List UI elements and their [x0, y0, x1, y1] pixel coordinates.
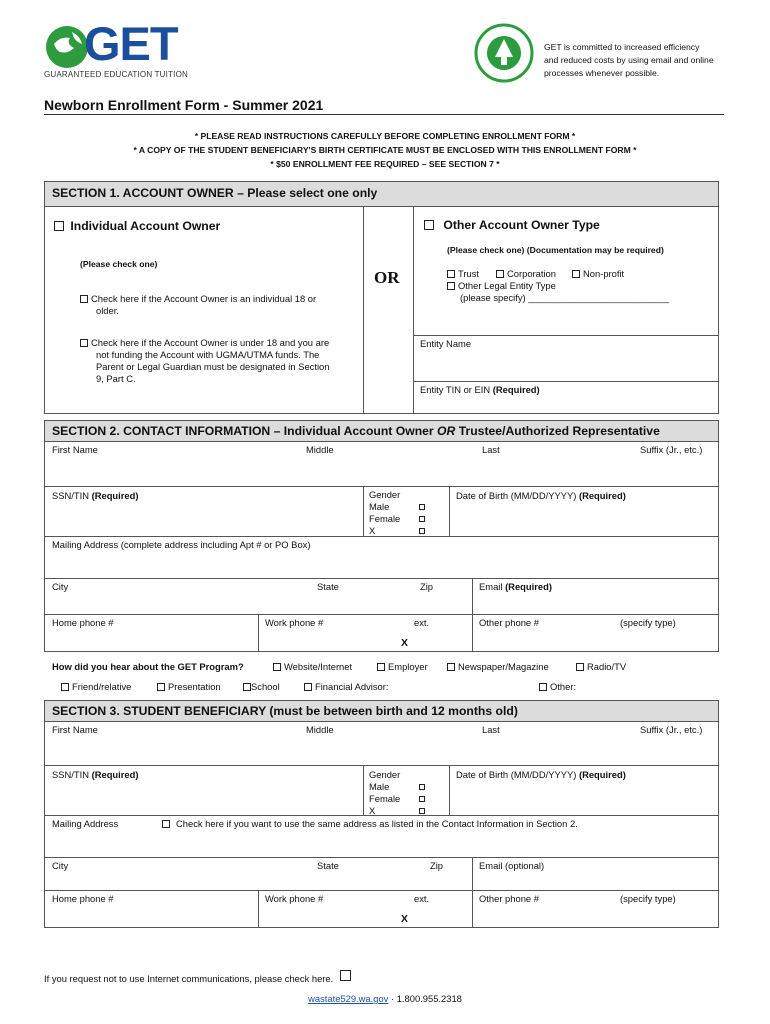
- heard-question: How did you hear about the GET Program?: [52, 661, 244, 672]
- s2-last[interactable]: Last: [482, 444, 500, 455]
- internet-optout[interactable]: If you request not to use Internet communications, please check here.: [44, 970, 354, 984]
- heard-employer[interactable]: Employer: [377, 661, 428, 672]
- s3-last[interactable]: Last: [482, 724, 500, 735]
- please-check-one: (Please check one): [80, 259, 158, 269]
- notice-3: * $50 ENROLLMENT FEE REQUIRED – SEE SECTION 7 *: [270, 159, 500, 169]
- or-label: OR: [374, 268, 400, 287]
- s2-female-checkbox[interactable]: [419, 516, 425, 522]
- get-logo: [44, 17, 194, 80]
- entity-name-field[interactable]: Entity Name: [420, 338, 472, 349]
- other-legal-checkbox[interactable]: [447, 282, 455, 290]
- logo-subtitle: GUARANTEED EDUCATION TUITION: [44, 70, 188, 79]
- website-checkbox[interactable]: [273, 663, 281, 671]
- s2-mailing-address[interactable]: Mailing Address (complete address including Apt # or PO Box): [52, 539, 311, 550]
- employer-checkbox[interactable]: [377, 663, 385, 671]
- other-owner-checkbox[interactable]: [424, 220, 434, 230]
- title-rule: [44, 114, 724, 115]
- s3-gender-label: Gender: [369, 769, 401, 780]
- s2-city[interactable]: City: [52, 581, 69, 592]
- s2-other-phone[interactable]: Other phone #: [479, 617, 539, 628]
- form-title: Newborn Enrollment Form - Summer 2021: [44, 97, 324, 113]
- other-legal-option[interactable]: Other Legal Entity Type: [447, 280, 556, 291]
- heard-friend[interactable]: Friend/relative: [61, 681, 131, 692]
- s2-x: X: [369, 525, 376, 536]
- corporation-option[interactable]: Corporation: [496, 268, 556, 279]
- s3-email[interactable]: Email (optional): [479, 860, 545, 871]
- s3-dob[interactable]: Date of Birth (MM/DD/YYYY) (Required): [456, 769, 626, 780]
- footer-contact: wastate529.wa.gov · 1.800.955.2318: [308, 993, 462, 1004]
- s3-same-address[interactable]: Check here if you want to use the same address as listed in the Contact Information in Section 2.: [162, 818, 578, 829]
- s2-zip[interactable]: Zip: [420, 581, 434, 592]
- section-2-title: SECTION 2. CONTACT INFORMATION – Individual Account Owner OR Trustee/Authorized Representative: [52, 424, 660, 438]
- school-checkbox[interactable]: [243, 683, 251, 691]
- s2-state[interactable]: State: [317, 581, 339, 592]
- heard-school[interactable]: School: [243, 681, 280, 692]
- website-link[interactable]: wastate529.wa.gov: [308, 993, 389, 1004]
- s3-male-checkbox[interactable]: [419, 784, 425, 790]
- s2-email[interactable]: Email (Required): [479, 581, 552, 592]
- s3-mailing-address[interactable]: Mailing Address: [52, 818, 119, 829]
- s3-ext[interactable]: ext.: [414, 893, 430, 904]
- s3-state[interactable]: State: [317, 860, 339, 871]
- s2-male: Male: [369, 501, 390, 512]
- s2-male-checkbox[interactable]: [419, 504, 425, 510]
- minor-owner-checkbox[interactable]: [80, 339, 88, 347]
- s3-home-phone[interactable]: Home phone #: [52, 893, 114, 904]
- s2-specify-type[interactable]: (specify type): [620, 617, 676, 628]
- notice-1: * PLEASE READ INSTRUCTIONS CAREFULLY BEFORE COMPLETING ENROLLMENT FORM *: [194, 131, 576, 141]
- s3-x: X: [369, 805, 376, 816]
- s3-ext-x: X: [401, 914, 408, 925]
- advisor-checkbox[interactable]: [304, 683, 312, 691]
- notice-2: * A COPY OF THE STUDENT BENEFICIARY'S BIRTH CERTIFICATE MUST BE ENCLOSED WITH THIS ENROLLMENT FORM *: [133, 145, 637, 155]
- radio-checkbox[interactable]: [576, 663, 584, 671]
- newspaper-checkbox[interactable]: [447, 663, 455, 671]
- friend-checkbox[interactable]: [61, 683, 69, 691]
- s2-suffix[interactable]: Suffix (Jr., etc.): [640, 444, 703, 455]
- s3-ssn[interactable]: SSN/TIN (Required): [52, 769, 139, 780]
- adult-owner-check[interactable]: Check here if the Account Owner is an individual 18 or: [80, 293, 316, 304]
- s3-female-checkbox[interactable]: [419, 796, 425, 802]
- other-owner-option[interactable]: Other Account Owner Type: [424, 218, 600, 232]
- s2-gender-label: Gender: [369, 489, 401, 500]
- s2-x-checkbox[interactable]: [419, 528, 425, 534]
- s3-x-checkbox[interactable]: [419, 808, 425, 814]
- phone-number: 1.800.955.2318: [396, 993, 462, 1004]
- s3-work-phone[interactable]: Work phone #: [265, 893, 324, 904]
- same-address-checkbox[interactable]: [162, 820, 170, 828]
- trust-option[interactable]: Trust: [447, 268, 479, 279]
- s3-zip[interactable]: Zip: [430, 860, 444, 871]
- s2-ext-x: X: [401, 638, 408, 649]
- section-3-title: SECTION 3. STUDENT BENEFICIARY (must be between birth and 12 months old): [52, 704, 518, 718]
- s2-middle[interactable]: Middle: [306, 444, 334, 455]
- s3-male: Male: [369, 781, 390, 792]
- heard-website[interactable]: Website/Internet: [273, 661, 352, 672]
- heard-presentation[interactable]: Presentation: [157, 681, 221, 692]
- minor-owner-check[interactable]: Check here if the Account Owner is under 18 and you are: [80, 337, 329, 348]
- logo-text: GET: [84, 17, 178, 70]
- individual-owner-option[interactable]: Individual Account Owner: [54, 219, 220, 233]
- section-1-body: [44, 206, 719, 414]
- commitment-line-1: GET is committed to increased efficiency: [544, 42, 700, 52]
- other-checkbox[interactable]: [539, 683, 547, 691]
- corporation-checkbox[interactable]: [496, 270, 504, 278]
- heard-advisor[interactable]: Financial Advisor:: [304, 681, 388, 692]
- nonprofit-checkbox[interactable]: [572, 270, 580, 278]
- s3-city[interactable]: City: [52, 860, 69, 871]
- entity-tin-field[interactable]: Entity TIN or EIN (Required): [420, 384, 540, 395]
- commitment-line-2: and reduced costs by using email and online: [544, 55, 714, 65]
- s3-middle[interactable]: Middle: [306, 724, 334, 735]
- s3-female: Female: [369, 793, 401, 804]
- s3-first-name[interactable]: First Name: [52, 724, 98, 735]
- commitment-line-3: processes whenever possible.: [544, 68, 660, 78]
- heard-newspaper[interactable]: Newspaper/Magazine: [447, 661, 549, 672]
- s2-home-phone[interactable]: Home phone #: [52, 617, 114, 628]
- individual-owner-checkbox[interactable]: [54, 221, 64, 231]
- section-1-title: SECTION 1. ACCOUNT OWNER – Please select one only: [52, 186, 378, 200]
- internet-optout-checkbox[interactable]: [340, 970, 351, 981]
- s2-female: Female: [369, 513, 401, 524]
- nonprofit-option[interactable]: Non-profit: [572, 268, 624, 279]
- s2-work-phone[interactable]: Work phone #: [265, 617, 324, 628]
- s2-dob[interactable]: Date of Birth (MM/DD/YYYY) (Required): [456, 490, 626, 501]
- adult-owner-checkbox[interactable]: [80, 295, 88, 303]
- heard-other[interactable]: Other:: [539, 681, 576, 692]
- s2-ssn[interactable]: SSN/TIN (Required): [52, 490, 139, 501]
- presentation-checkbox[interactable]: [157, 683, 165, 691]
- s3-other-phone[interactable]: Other phone #: [479, 893, 539, 904]
- paperless-seal: [474, 23, 534, 83]
- tree-seal-icon: [474, 23, 534, 83]
- other-instructions: (Please check one) (Documentation may be required): [447, 245, 664, 255]
- please-specify-field[interactable]: (please specify) ___________________________: [460, 292, 670, 303]
- heard-radio[interactable]: Radio/TV: [576, 661, 626, 672]
- trust-checkbox[interactable]: [447, 270, 455, 278]
- s2-first-name[interactable]: First Name: [52, 444, 98, 455]
- s3-suffix[interactable]: Suffix (Jr., etc.): [640, 724, 703, 735]
- s3-specify-type[interactable]: (specify type): [620, 893, 676, 904]
- s2-ext[interactable]: ext.: [414, 617, 430, 628]
